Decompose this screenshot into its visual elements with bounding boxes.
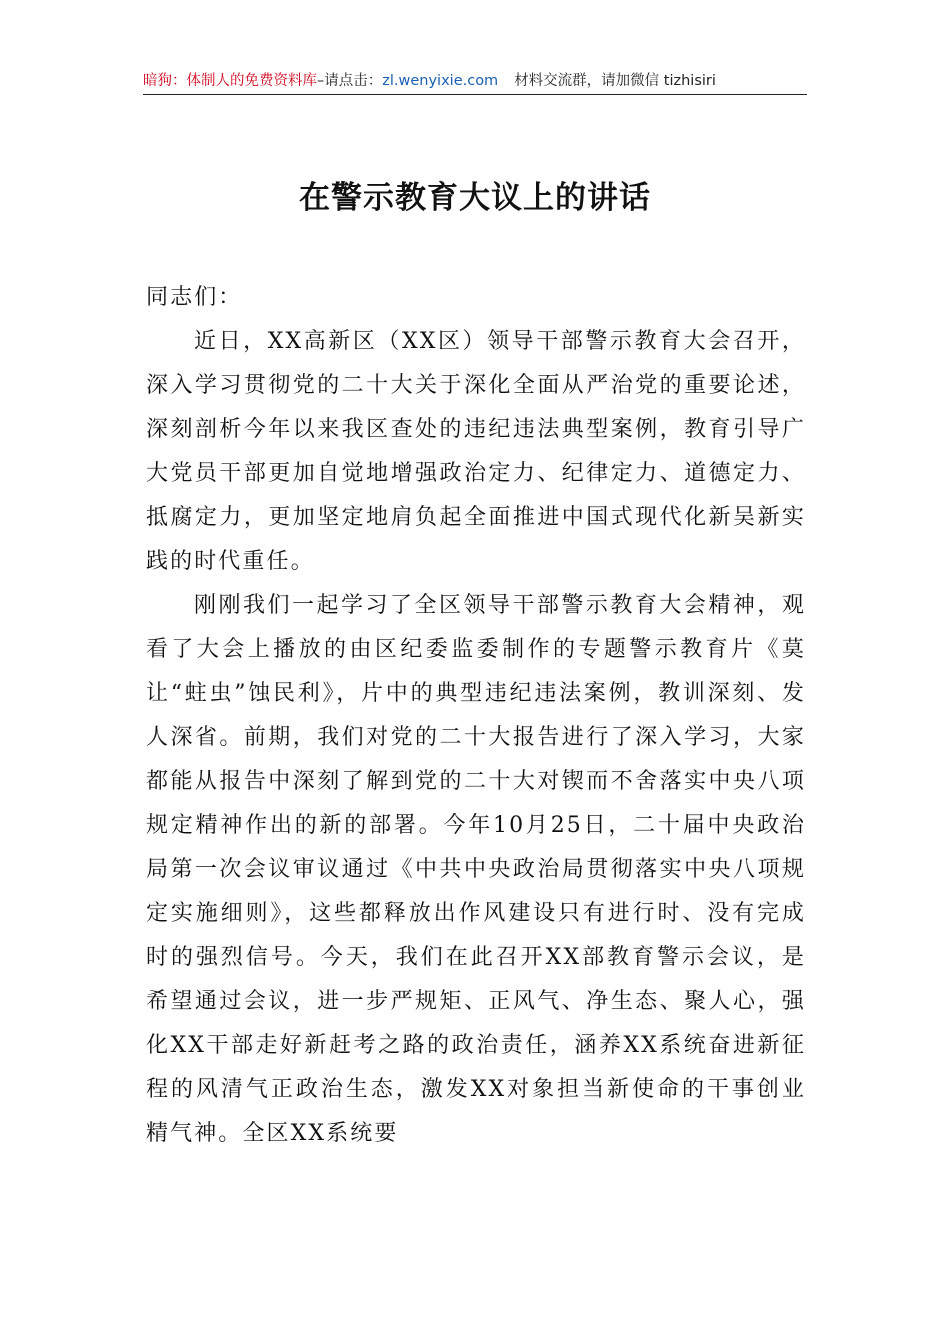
header-url-link[interactable]: zl.wenyixie.com [382,73,499,89]
document-title: 在警示教育大议上的讲话 [299,180,651,216]
header-contact: 材料交流群，请加微信 tizhisiri [514,73,716,89]
header-click-prompt: –请点击： [317,73,383,89]
salutation: 同志们： [146,285,243,310]
header-brand: 暗狗：体制人的免费资料库 [143,73,317,89]
paragraph-1: 近日，XX高新区（XX区）领导干部警示教育大会召开，深入学习贯彻党的二十大关于深化全面从严治党的重要论述，深刻剖析今年以来我区查处的违纪违法典型案例，教育引导广大党员干部更加自觉地增强政治定力、纪律定力、道德定力、抵腐定力，更加坚定地肩负起全面推进中国式现代化新吴新实践的时代重任。 [146,329,806,574]
watermark-header [143,70,807,95]
paragraph-2: 刚刚我们一起学习了全区领导干部警示教育大会精神，观看了大会上播放的由区纪委监委制作的专题警示教育片《莫让“蛀虫”蚀民利》，片中的典型违纪违法案例，教训深刻、发人深省。前期，我们对党的二十大报告进行了深入学习，大家都能从报告中深刻了解到党的二十大对锲而不舍落实中央八项规定精神作出的新的部署。今年10月25日，二十届中央政治局第一次会议审议通过《中共中央政治局贯彻落实中央八项规定实施细则》，这些都释放出作风建设只有进行时、没有完成时的强烈信号。今天，我们在此召开XX部教育警示会议，是希望通过会议，进一步严规矩、正风气、净生态、聚人心，强化XX干部走好新赶考之路的政治责任，涵养XX系统奋进新征程的风清气正政治生态，激发XX对象担当新使命的干事创业精气神。全区XX系统要 [146,593,806,1146]
document-body [146,276,806,1156]
